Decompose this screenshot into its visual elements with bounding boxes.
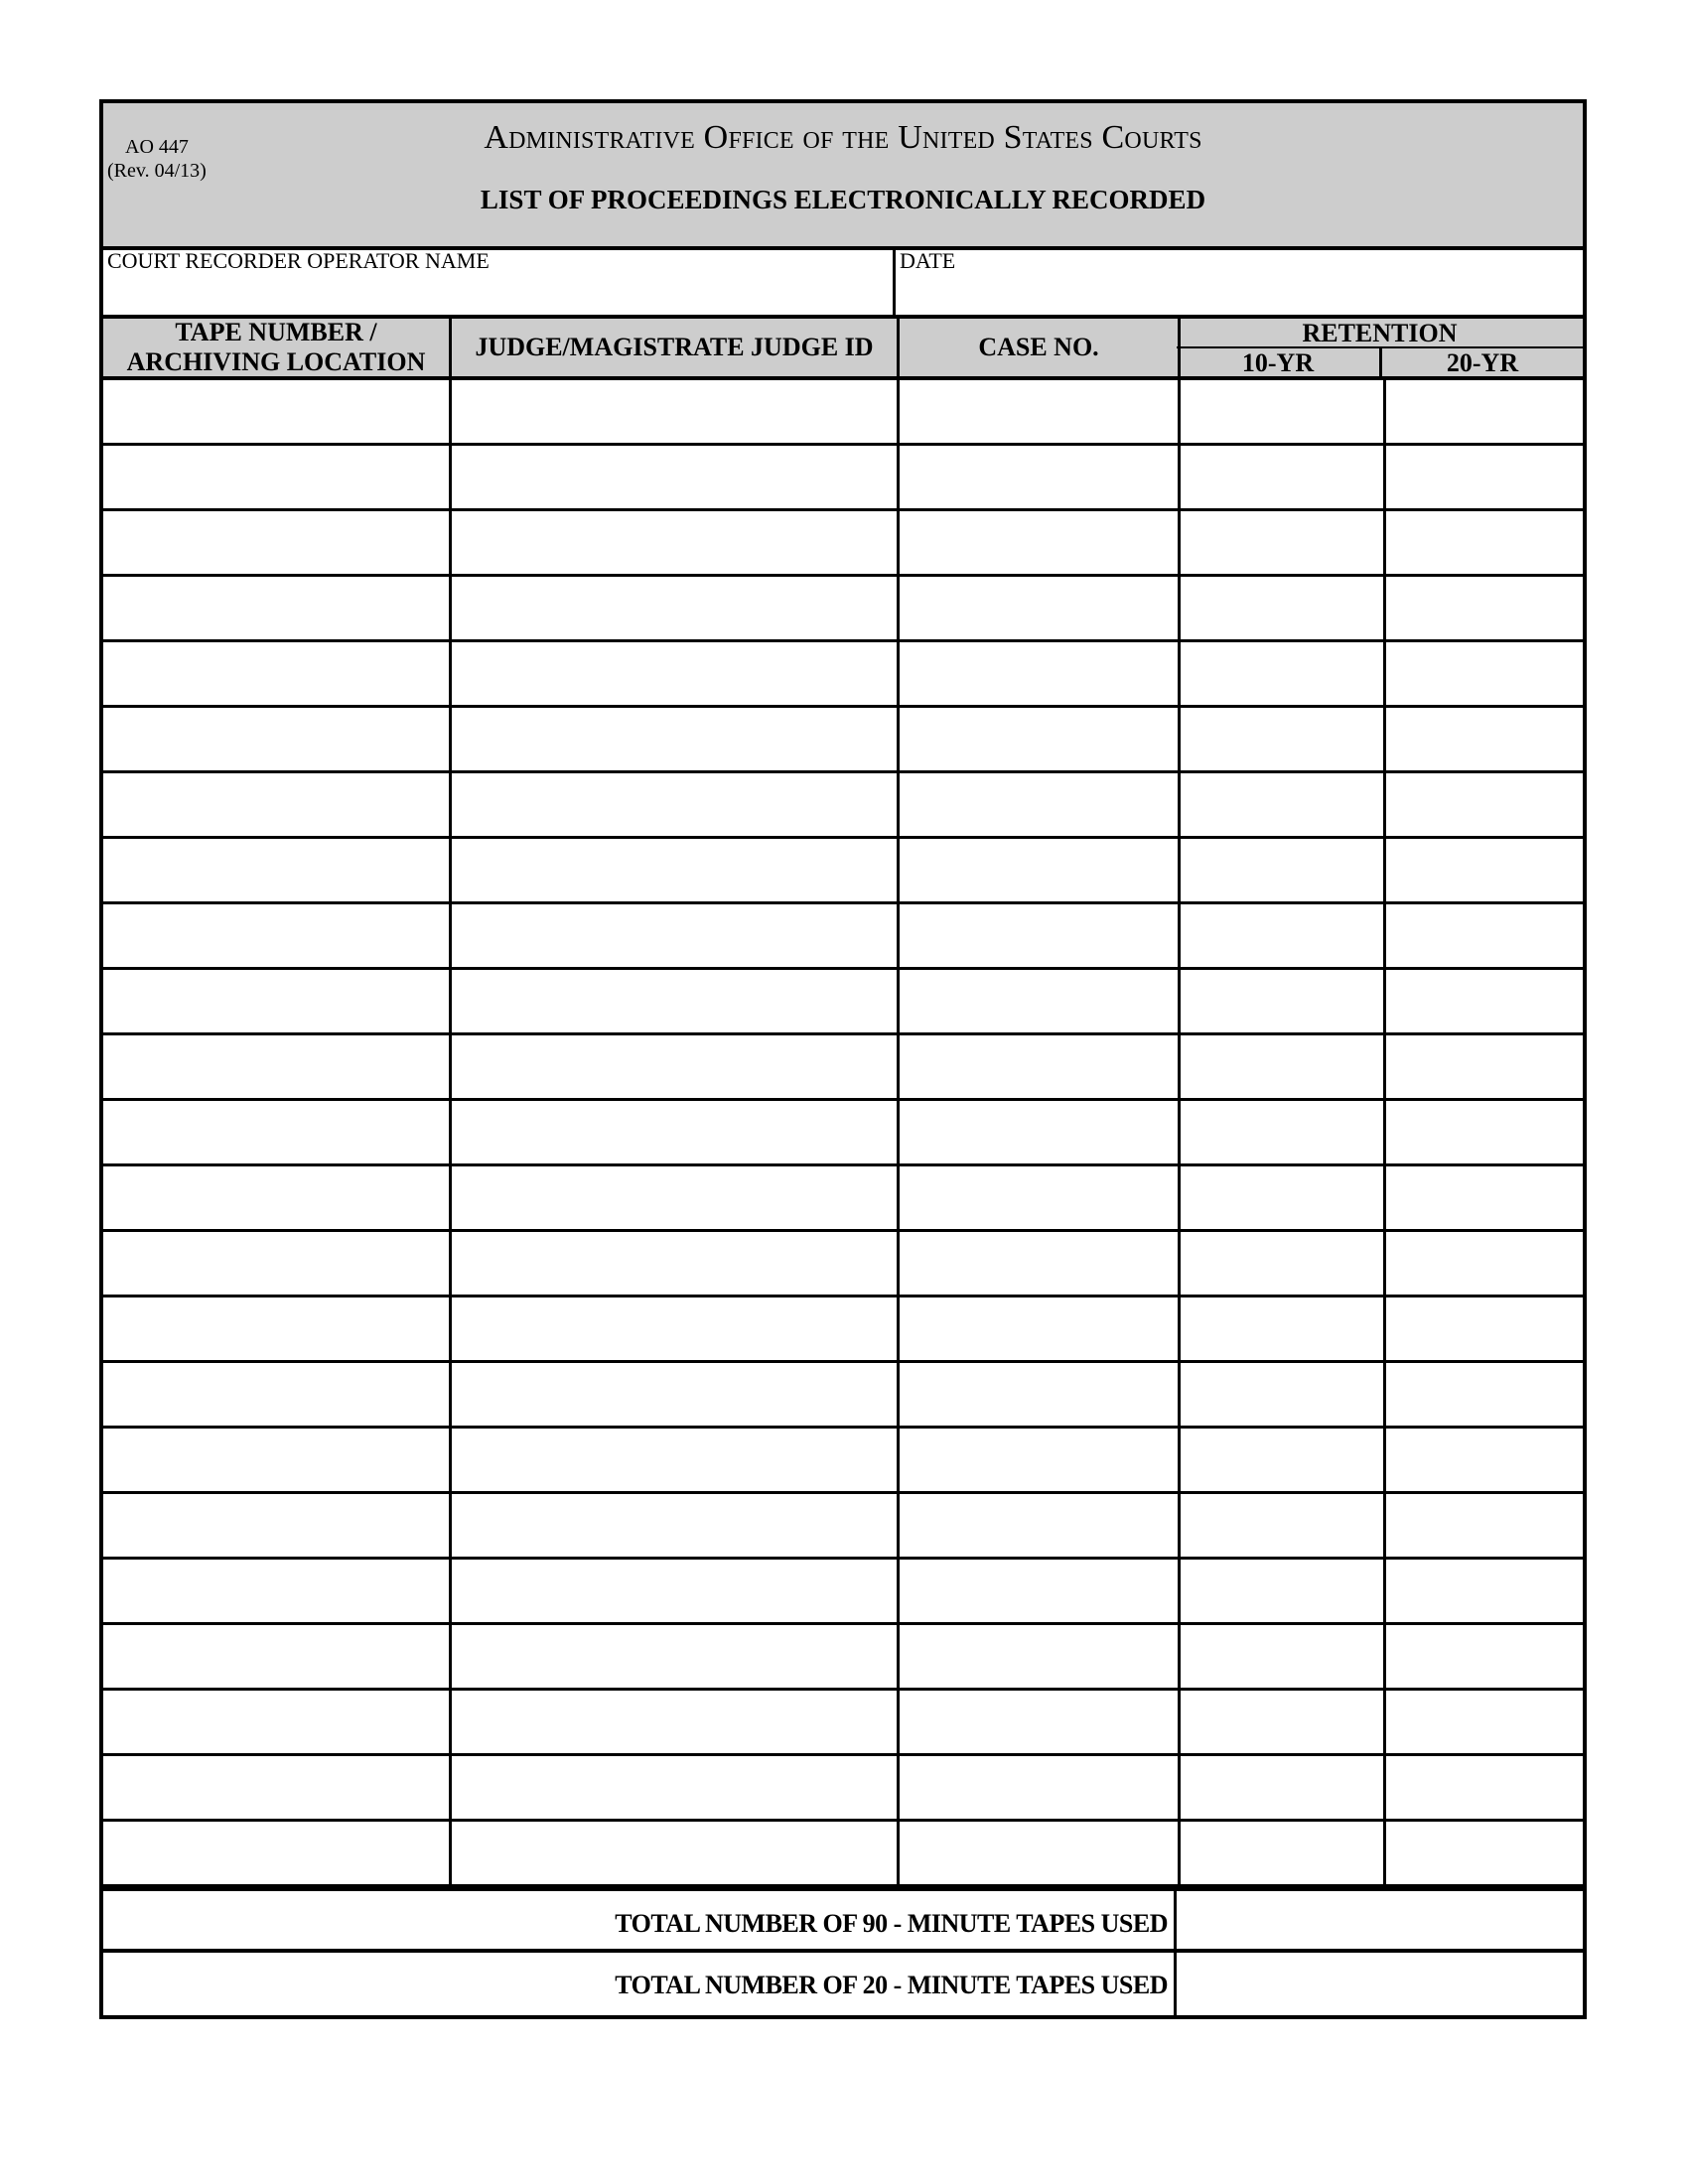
table-row bbox=[103, 642, 1583, 708]
col-tape-number: TAPE NUMBER / ARCHIVING LOCATION bbox=[103, 319, 452, 376]
case-no-cell[interactable] bbox=[900, 1297, 1181, 1360]
form-header bbox=[103, 103, 1583, 250]
table-row bbox=[103, 1822, 1583, 1887]
retention-10yr-cell[interactable] bbox=[1181, 904, 1386, 967]
table-row bbox=[103, 1560, 1583, 1625]
retention-10yr-cell[interactable] bbox=[1181, 1691, 1386, 1753]
case-no-cell[interactable] bbox=[900, 1691, 1181, 1753]
table-row bbox=[103, 839, 1583, 904]
judge-id-cell[interactable] bbox=[452, 1625, 900, 1688]
column-headers bbox=[103, 319, 1583, 380]
retention-20yr-cell[interactable] bbox=[1386, 446, 1583, 508]
judge-id-cell[interactable] bbox=[452, 970, 900, 1032]
case-no-cell[interactable] bbox=[900, 904, 1181, 967]
case-no-cell[interactable] bbox=[900, 1625, 1181, 1688]
case-no-cell[interactable] bbox=[900, 1429, 1181, 1491]
retention-10yr-cell[interactable] bbox=[1181, 1560, 1386, 1622]
retention-20yr-cell[interactable] bbox=[1386, 577, 1583, 639]
total-20-minute-label: TOTAL NUMBER OF 20 - MINUTE TAPES USED bbox=[103, 1953, 1177, 2018]
table-row bbox=[103, 1494, 1583, 1560]
col-judge-id: JUDGE/MAGISTRATE JUDGE ID bbox=[452, 319, 900, 376]
case-no-cell[interactable] bbox=[900, 1822, 1181, 1884]
agency-name: Administrative Office of the United States Courts bbox=[484, 119, 1202, 156]
retention-10yr-cell[interactable] bbox=[1181, 1232, 1386, 1295]
case-no-cell[interactable] bbox=[900, 577, 1181, 639]
retention-10yr-cell[interactable] bbox=[1181, 773, 1386, 836]
retention-20yr-cell[interactable] bbox=[1386, 1232, 1583, 1295]
total-90-minute-label: TOTAL NUMBER OF 90 - MINUTE TAPES USED bbox=[103, 1891, 1177, 1949]
retention-20yr-cell[interactable] bbox=[1386, 380, 1583, 443]
case-no-cell[interactable] bbox=[900, 773, 1181, 836]
retention-20yr-cell[interactable] bbox=[1386, 708, 1583, 770]
date-label: DATE bbox=[900, 248, 956, 273]
tape-number-cell[interactable] bbox=[103, 380, 452, 443]
judge-id-cell[interactable] bbox=[452, 1297, 900, 1360]
tape-number-cell[interactable] bbox=[103, 904, 452, 967]
operator-name-field[interactable] bbox=[103, 246, 896, 315]
retention-10yr-cell[interactable] bbox=[1181, 839, 1386, 901]
proceedings-form bbox=[99, 99, 1587, 2019]
retention-20yr-cell[interactable] bbox=[1386, 1363, 1583, 1426]
judge-id-cell[interactable] bbox=[452, 1101, 900, 1163]
form-code: AO 447 bbox=[125, 136, 189, 158]
judge-id-cell[interactable] bbox=[452, 708, 900, 770]
retention-10yr-cell[interactable] bbox=[1181, 577, 1386, 639]
table-row bbox=[103, 1297, 1583, 1363]
tape-number-cell[interactable] bbox=[103, 1756, 452, 1819]
retention-20yr-cell[interactable] bbox=[1386, 1822, 1583, 1884]
tape-number-cell[interactable] bbox=[103, 1625, 452, 1688]
table-row bbox=[103, 708, 1583, 773]
retention-20yr-cell[interactable] bbox=[1386, 970, 1583, 1032]
table-row bbox=[103, 1625, 1583, 1691]
tape-number-cell[interactable] bbox=[103, 1691, 452, 1753]
col-retention bbox=[1177, 319, 1583, 376]
tape-number-cell[interactable] bbox=[103, 1363, 452, 1426]
retention-20yr-cell[interactable] bbox=[1386, 773, 1583, 836]
total-20-minute-field[interactable] bbox=[1177, 1953, 1583, 2018]
table-row bbox=[103, 1756, 1583, 1822]
retention-20yr-cell[interactable] bbox=[1386, 1429, 1583, 1491]
tape-number-cell[interactable] bbox=[103, 577, 452, 639]
case-no-cell[interactable] bbox=[900, 839, 1181, 901]
retention-10yr-cell[interactable] bbox=[1181, 1297, 1386, 1360]
judge-id-cell[interactable] bbox=[452, 446, 900, 508]
retention-10yr-cell[interactable] bbox=[1181, 1166, 1386, 1229]
tape-number-cell[interactable] bbox=[103, 1166, 452, 1229]
retention-10yr-cell[interactable] bbox=[1181, 1625, 1386, 1688]
retention-10yr-cell[interactable] bbox=[1181, 380, 1386, 443]
table-row bbox=[103, 1232, 1583, 1297]
retention-label: RETENTION bbox=[1177, 319, 1583, 348]
table-row bbox=[103, 1691, 1583, 1756]
table-row bbox=[103, 577, 1583, 642]
retention-20yr-cell[interactable] bbox=[1386, 1560, 1583, 1622]
tape-number-cell[interactable] bbox=[103, 642, 452, 705]
col-case-no: CASE NO. bbox=[900, 319, 1181, 376]
case-no-cell[interactable] bbox=[900, 642, 1181, 705]
retention-20yr-cell[interactable] bbox=[1386, 1691, 1583, 1753]
form-revision: (Rev. 04/13) bbox=[107, 160, 207, 182]
case-no-cell[interactable] bbox=[900, 708, 1181, 770]
date-field[interactable] bbox=[896, 246, 1583, 315]
judge-id-cell[interactable] bbox=[452, 511, 900, 574]
case-no-cell[interactable] bbox=[900, 1560, 1181, 1622]
tape-number-cell[interactable] bbox=[103, 1035, 452, 1098]
operator-name-label: COURT RECORDER OPERATOR NAME bbox=[107, 248, 490, 273]
case-no-cell[interactable] bbox=[900, 1363, 1181, 1426]
table-row bbox=[103, 904, 1583, 970]
judge-id-cell[interactable] bbox=[452, 1494, 900, 1557]
retention-10yr-cell[interactable] bbox=[1181, 1756, 1386, 1819]
judge-id-cell[interactable] bbox=[452, 1560, 900, 1622]
judge-id-cell[interactable] bbox=[452, 1429, 900, 1491]
judge-id-cell[interactable] bbox=[452, 1756, 900, 1819]
retention-10yr-cell[interactable] bbox=[1181, 1822, 1386, 1884]
judge-id-cell[interactable] bbox=[452, 642, 900, 705]
table-row bbox=[103, 511, 1583, 577]
retention-20yr-cell[interactable] bbox=[1386, 839, 1583, 901]
table-row bbox=[103, 773, 1583, 839]
retention-20yr-cell[interactable] bbox=[1386, 1035, 1583, 1098]
judge-id-cell[interactable] bbox=[452, 904, 900, 967]
retention-20yr-cell[interactable] bbox=[1386, 511, 1583, 574]
case-no-cell[interactable] bbox=[900, 446, 1181, 508]
form-title: LIST OF PROCEEDINGS ELECTRONICALLY RECORDED bbox=[480, 185, 1206, 214]
retention-20yr-cell[interactable] bbox=[1386, 1166, 1583, 1229]
case-no-cell[interactable] bbox=[900, 1101, 1181, 1163]
tape-number-cell[interactable] bbox=[103, 446, 452, 508]
tape-number-cell[interactable] bbox=[103, 839, 452, 901]
judge-id-cell[interactable] bbox=[452, 1363, 900, 1426]
judge-id-cell[interactable] bbox=[452, 1691, 900, 1753]
total-90-minute-row bbox=[103, 1887, 1583, 1953]
tape-number-cell[interactable] bbox=[103, 1232, 452, 1295]
case-no-cell[interactable] bbox=[900, 1494, 1181, 1557]
case-no-cell[interactable] bbox=[900, 970, 1181, 1032]
judge-id-cell[interactable] bbox=[452, 1232, 900, 1295]
tape-number-cell[interactable] bbox=[103, 708, 452, 770]
retention-10yr-cell[interactable] bbox=[1181, 642, 1386, 705]
info-row bbox=[103, 246, 1583, 319]
tape-number-cell[interactable] bbox=[103, 1560, 452, 1622]
judge-id-cell[interactable] bbox=[452, 1035, 900, 1098]
judge-id-cell[interactable] bbox=[452, 773, 900, 836]
case-no-cell[interactable] bbox=[900, 1232, 1181, 1295]
table-row bbox=[103, 1166, 1583, 1232]
table-row bbox=[103, 446, 1583, 511]
retention-10yr-cell[interactable] bbox=[1181, 1363, 1386, 1426]
retention-10yr-cell[interactable] bbox=[1181, 446, 1386, 508]
tape-number-cell[interactable] bbox=[103, 1101, 452, 1163]
tape-number-cell[interactable] bbox=[103, 970, 452, 1032]
table-body bbox=[103, 380, 1583, 1887]
retention-20yr-cell[interactable] bbox=[1386, 1625, 1583, 1688]
case-no-cell[interactable] bbox=[900, 1756, 1181, 1819]
retention-10yr-cell[interactable] bbox=[1181, 1494, 1386, 1557]
tape-number-cell[interactable] bbox=[103, 511, 452, 574]
retention-10yr-cell[interactable] bbox=[1181, 1429, 1386, 1491]
col-10-yr: 10-YR bbox=[1177, 346, 1382, 376]
retention-10yr-cell[interactable] bbox=[1181, 970, 1386, 1032]
tape-number-cell[interactable] bbox=[103, 1494, 452, 1557]
retention-20yr-cell[interactable] bbox=[1386, 904, 1583, 967]
judge-id-cell[interactable] bbox=[452, 380, 900, 443]
table-row bbox=[103, 970, 1583, 1035]
retention-20yr-cell[interactable] bbox=[1386, 1494, 1583, 1557]
case-no-cell[interactable] bbox=[900, 511, 1181, 574]
table-row bbox=[103, 1035, 1583, 1101]
case-no-cell[interactable] bbox=[900, 1166, 1181, 1229]
judge-id-cell[interactable] bbox=[452, 1822, 900, 1884]
retention-20yr-cell[interactable] bbox=[1386, 1101, 1583, 1163]
retention-10yr-cell[interactable] bbox=[1181, 1101, 1386, 1163]
col-20-yr: 20-YR bbox=[1446, 348, 1519, 377]
total-90-minute-field[interactable] bbox=[1177, 1891, 1583, 1949]
retention-20yr-cell[interactable] bbox=[1386, 642, 1583, 705]
table-row bbox=[103, 380, 1583, 446]
retention-20yr-cell[interactable] bbox=[1386, 1297, 1583, 1360]
case-no-cell[interactable] bbox=[900, 1035, 1181, 1098]
retention-10yr-cell[interactable] bbox=[1181, 708, 1386, 770]
total-20-minute-row bbox=[103, 1953, 1583, 2018]
table-row bbox=[103, 1363, 1583, 1429]
judge-id-cell[interactable] bbox=[452, 839, 900, 901]
tape-number-cell[interactable] bbox=[103, 773, 452, 836]
table-row bbox=[103, 1429, 1583, 1494]
tape-number-cell[interactable] bbox=[103, 1297, 452, 1360]
judge-id-cell[interactable] bbox=[452, 577, 900, 639]
judge-id-cell[interactable] bbox=[452, 1166, 900, 1229]
retention-10yr-cell[interactable] bbox=[1181, 511, 1386, 574]
retention-20yr-cell[interactable] bbox=[1386, 1756, 1583, 1819]
table-row bbox=[103, 1101, 1583, 1166]
case-no-cell[interactable] bbox=[900, 380, 1181, 443]
retention-10yr-cell[interactable] bbox=[1181, 1035, 1386, 1098]
tape-number-cell[interactable] bbox=[103, 1822, 452, 1884]
tape-number-cell[interactable] bbox=[103, 1429, 452, 1491]
